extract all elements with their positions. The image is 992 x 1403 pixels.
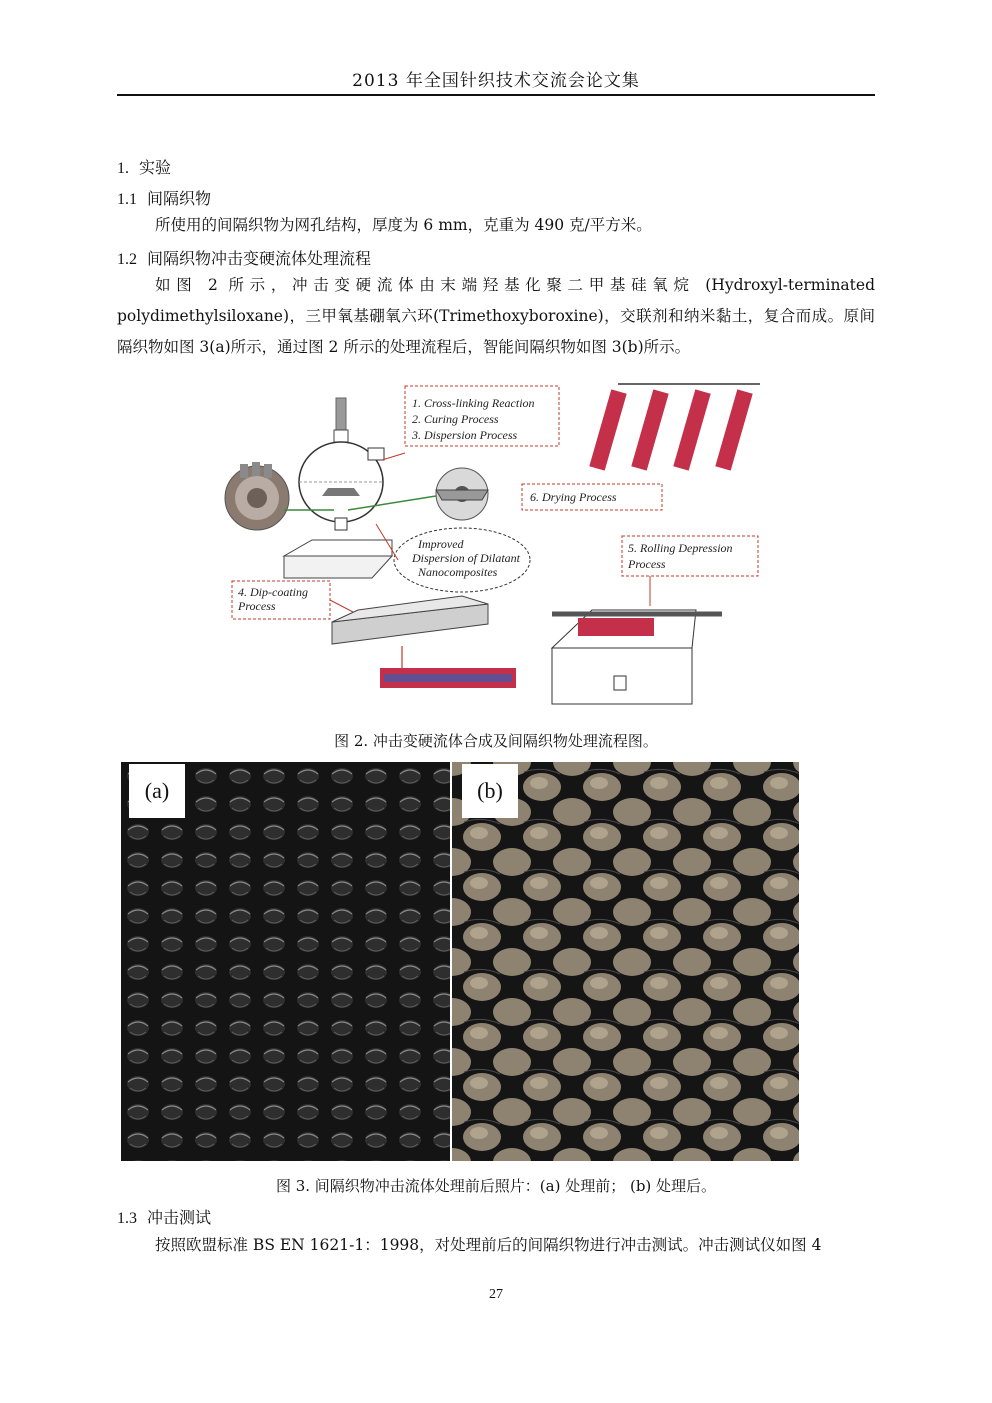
mesh-texture-after: [452, 762, 799, 1161]
flow-label-2: 2. Curing Process: [412, 412, 499, 426]
dispersion-ellipse: [394, 528, 530, 592]
ellipse-label-3: Nanocomposites: [418, 565, 498, 579]
box5-callout: [622, 536, 758, 576]
page-number: 27: [489, 1287, 503, 1302]
section-title: 实验: [139, 158, 172, 177]
paragraph-2: 如图 2 所示，冲击变硬流体由末端羟基化聚二甲基硅氧烷 (Hydroxyl-terminated polydimethylsiloxane)，三甲氧基硼氧六环(Trimethoxyboroxine)，交联剂和纳米黏土，复合而成。原间隔织物如图 3(a)所示，通过图 2 所示的处理流程后，智能间隔织物如图 3(b)所示。: [117, 276, 875, 356]
flow-label-4b: Process: [238, 599, 276, 613]
section-number: 1.: [117, 160, 129, 177]
fabric-photo-before: [121, 762, 450, 1161]
paragraph-1: 所使用的间隔织物为网孔结构，厚度为 6 mm，克重为 490 克/平方米。: [155, 216, 652, 234]
figure-3-caption: 图 3. 间隔织物冲击流体处理前后照片：(a) 处理前； (b) 处理后。: [275, 1177, 717, 1195]
ellipse-label-2: Dispersion of Dilatant: [412, 551, 521, 565]
ellipse-label-1: Improved: [418, 537, 464, 551]
fabric-sample-icon: [380, 668, 516, 688]
fabric-photo-after: [452, 762, 799, 1161]
flow-label-6: 6. Drying Process: [530, 490, 617, 504]
flow-label-5a: 5. Rolling Depression: [628, 541, 733, 555]
section-title: 间隔织物冲击变硬流体处理流程: [147, 249, 372, 268]
photo-label-b: (b): [462, 764, 518, 818]
paragraph-3: 按照欧盟标准 BS EN 1621-1：1998，对处理前后的间隔织物进行冲击测试。冲击测试仪如图 4: [155, 1236, 822, 1254]
flow-label-4a: 4. Dip-coating: [238, 585, 308, 599]
photo-label-a: (a): [129, 764, 185, 818]
section-heading-1-3: [117, 1205, 211, 1228]
header-rule: [117, 94, 875, 96]
flow-label-5b: Process: [628, 557, 666, 571]
running-header: 2013 年全国针织技术交流会论文集: [352, 71, 640, 91]
section-number: 1.1: [117, 191, 137, 208]
section-heading-1-2: [117, 246, 371, 269]
section-heading-1-1: [117, 186, 211, 209]
box6-callout: [522, 484, 662, 510]
section-number: 1.3: [117, 1210, 137, 1227]
section-heading-1: [117, 155, 171, 178]
flow-label-3: 3. Dispersion Process: [412, 428, 518, 442]
section-title: 冲击测试: [147, 1208, 212, 1227]
mixer-blade-icon: [436, 468, 488, 520]
section-number: 1.2: [117, 251, 137, 268]
figure-2-caption: 图 2. 冲击变硬流体合成及间隔织物处理流程图。: [334, 732, 658, 750]
section-title: 间隔织物: [147, 189, 212, 208]
mesh-texture-before: [121, 762, 450, 1161]
flow-label-1: 1. Cross-linking Reaction: [412, 396, 535, 410]
process-flow-figure: [222, 378, 766, 708]
